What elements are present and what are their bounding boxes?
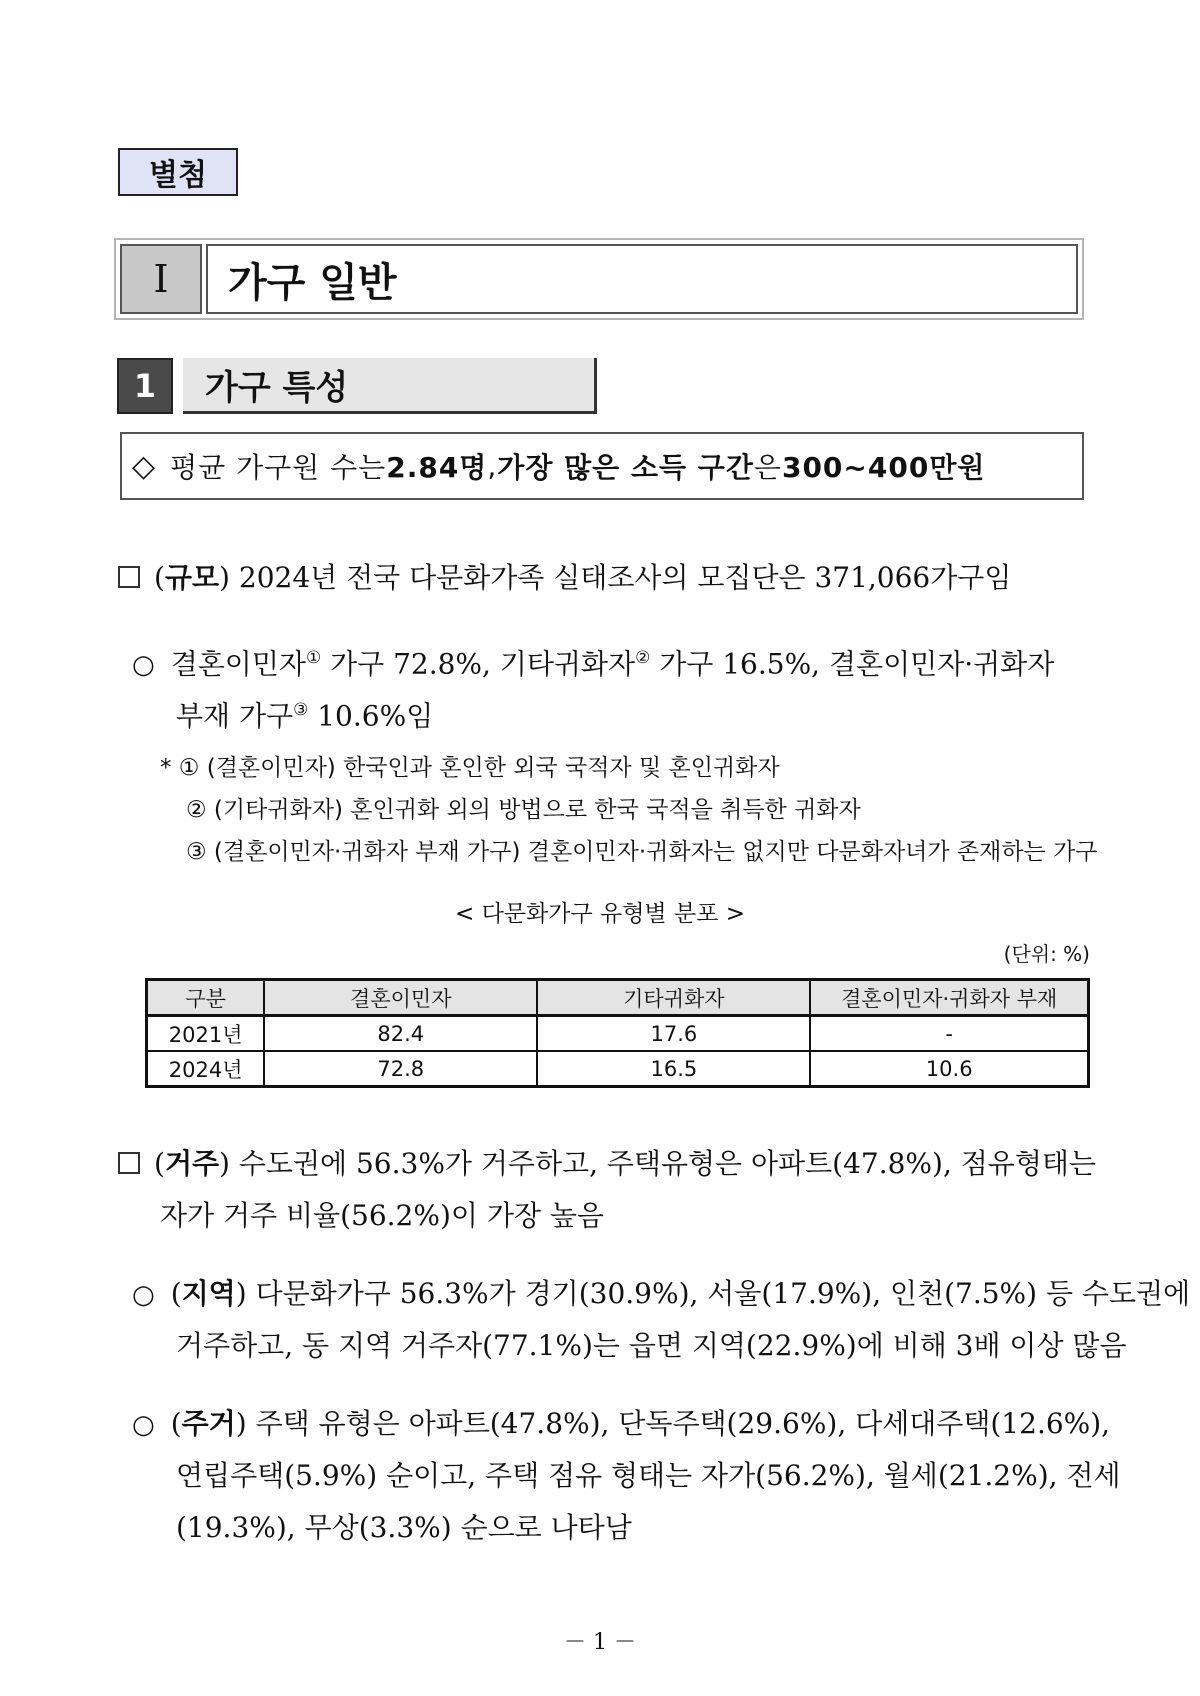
table-header: 구분 <box>147 980 265 1016</box>
summary-bold-2: 가장 많은 소득 구간 <box>497 451 754 484</box>
paragraph-region-line2: 거주하고, 동 지역 거주자(77.1%)는 읍면 지역(22.9%)에 비해 3배 이상 많음 <box>176 1329 1127 1362</box>
section-title: 가구 일반 <box>206 244 1078 314</box>
text-part: 10.6%임 <box>308 699 434 733</box>
summary-bold-3: 300~400만원 <box>781 451 986 484</box>
page-number: － 1 － <box>564 1630 636 1655</box>
table-cell: 2024년 <box>147 1051 265 1087</box>
paragraph-household-types <box>132 632 1054 691</box>
paragraph-household-types-line2 <box>176 684 433 742</box>
footnote-mark: ③ <box>293 700 309 720</box>
summary-text-1: 평균 가구원 수는 <box>170 451 387 484</box>
table-cell: 16.5 <box>537 1051 810 1087</box>
subsection-title: 가구 특성 <box>183 358 597 414</box>
distribution-table <box>145 978 1090 1088</box>
paragraph-residence: (거주) 수도권에 56.3%가 거주하고, 주택유형은 아파트(47.8%), 점유형태는 <box>118 1138 1096 1190</box>
table-caption: < 다문화가구 유형별 분포 > <box>455 901 745 927</box>
table-header: 결혼이민자·귀화자 부재 <box>810 980 1088 1016</box>
table-cell: 2021년 <box>147 1016 265 1052</box>
table-cell: 82.4 <box>264 1016 537 1052</box>
table-unit: (단위: %) <box>1003 942 1090 966</box>
summary-text-3: 은 <box>753 451 782 484</box>
attachment-label: 별첨 <box>118 148 238 196</box>
summary-text-2: , <box>487 449 498 483</box>
paragraph-text: 수도권에 56.3%가 거주하고, 주택유형은 아파트(47.8%), 점유형태는 <box>229 1147 1096 1180</box>
table-cell: 10.6 <box>810 1051 1088 1087</box>
diamond-icon: ◇ <box>132 448 157 484</box>
table-row <box>147 1051 1089 1087</box>
paragraph-region: ○ (지역) 다문화가구 56.3%가 경기(30.9%), 서울(17.9%), 인천(7.5%) 등 수도권에 <box>132 1277 1191 1310</box>
paragraph-label: 주거 <box>181 1407 236 1440</box>
paragraph-housing-line3: (19.3%), 무상(3.3%) 순으로 나타남 <box>176 1511 632 1544</box>
text-part: 가구 16.5%, 결혼이민자·귀화자 <box>650 647 1055 681</box>
checkbox-bullet-icon <box>118 566 140 588</box>
text-part: 부재 가구 <box>176 699 294 733</box>
text-part: 가구 72.8%, 기타귀화자 <box>321 647 636 681</box>
footnote-1: * ① (결혼이민자) 한국인과 혼인한 외국 국적자 및 혼인귀화자 <box>160 755 780 781</box>
table-cell: 72.8 <box>264 1051 537 1087</box>
paragraph-text: 주택 유형은 아파트(47.8%), 단독주택(29.6%), 다세대주택(12.6%), <box>246 1407 1111 1440</box>
footnote-3: ③ (결혼이민자·귀화자 부재 가구) 결혼이민자·귀화자는 없지만 다문화자녀가 존재하는 가구 <box>186 839 1098 865</box>
circle-bullet-icon: ○ <box>132 650 155 681</box>
paragraph-housing-line2: 연립주택(5.9%) 순이고, 주택 점유 형태는 자가(56.2%), 월세(21.2%), 전세 <box>176 1459 1121 1492</box>
table-row <box>147 1016 1089 1052</box>
circle-bullet-icon: ○ <box>132 1410 155 1440</box>
footnote-mark: ② <box>635 648 651 668</box>
paragraph-text: 다문화가구 56.3%가 경기(30.9%), 서울(17.9%), 인천(7.5%) 등 수도권에 <box>246 1277 1191 1310</box>
summary-bold-1: 2.84명 <box>386 451 488 484</box>
table-header: 결혼이민자 <box>264 980 537 1016</box>
section-number: Ⅰ <box>120 244 202 314</box>
table-cell: - <box>810 1016 1088 1052</box>
paragraph-label: 거주 <box>164 1147 220 1180</box>
table-header-row <box>147 980 1089 1016</box>
footnote-2: ② (기타귀화자) 혼인귀화 외의 방법으로 한국 국적을 취득한 귀화자 <box>186 797 861 823</box>
paragraph-label: 지역 <box>181 1277 236 1310</box>
summary-box <box>120 432 1084 500</box>
table-header: 기타귀화자 <box>537 980 810 1016</box>
table-cell: 17.6 <box>537 1016 810 1052</box>
footnote-mark: ① <box>305 648 322 668</box>
circle-bullet-icon: ○ <box>132 1280 155 1310</box>
paragraph-text: 2024년 전국 다문화가족 실태조사의 모집단은 371,066가구임 <box>229 561 1012 594</box>
paragraph-housing: ○ (주거) 주택 유형은 아파트(47.8%), 단독주택(29.6%), 다세대주택(12.6%), <box>132 1407 1111 1440</box>
paragraph-label: 규모 <box>164 561 220 594</box>
paragraph-residence-line2: 자가 거주 비율(56.2%)이 가장 높음 <box>160 1199 604 1232</box>
paragraph-scale: (규모) 2024년 전국 다문화가족 실태조사의 모집단은 371,066가구임 <box>118 552 1011 604</box>
checkbox-bullet-icon <box>118 1152 140 1174</box>
text-part: 결혼이민자 <box>170 647 306 681</box>
subsection-number: 1 <box>117 358 173 414</box>
